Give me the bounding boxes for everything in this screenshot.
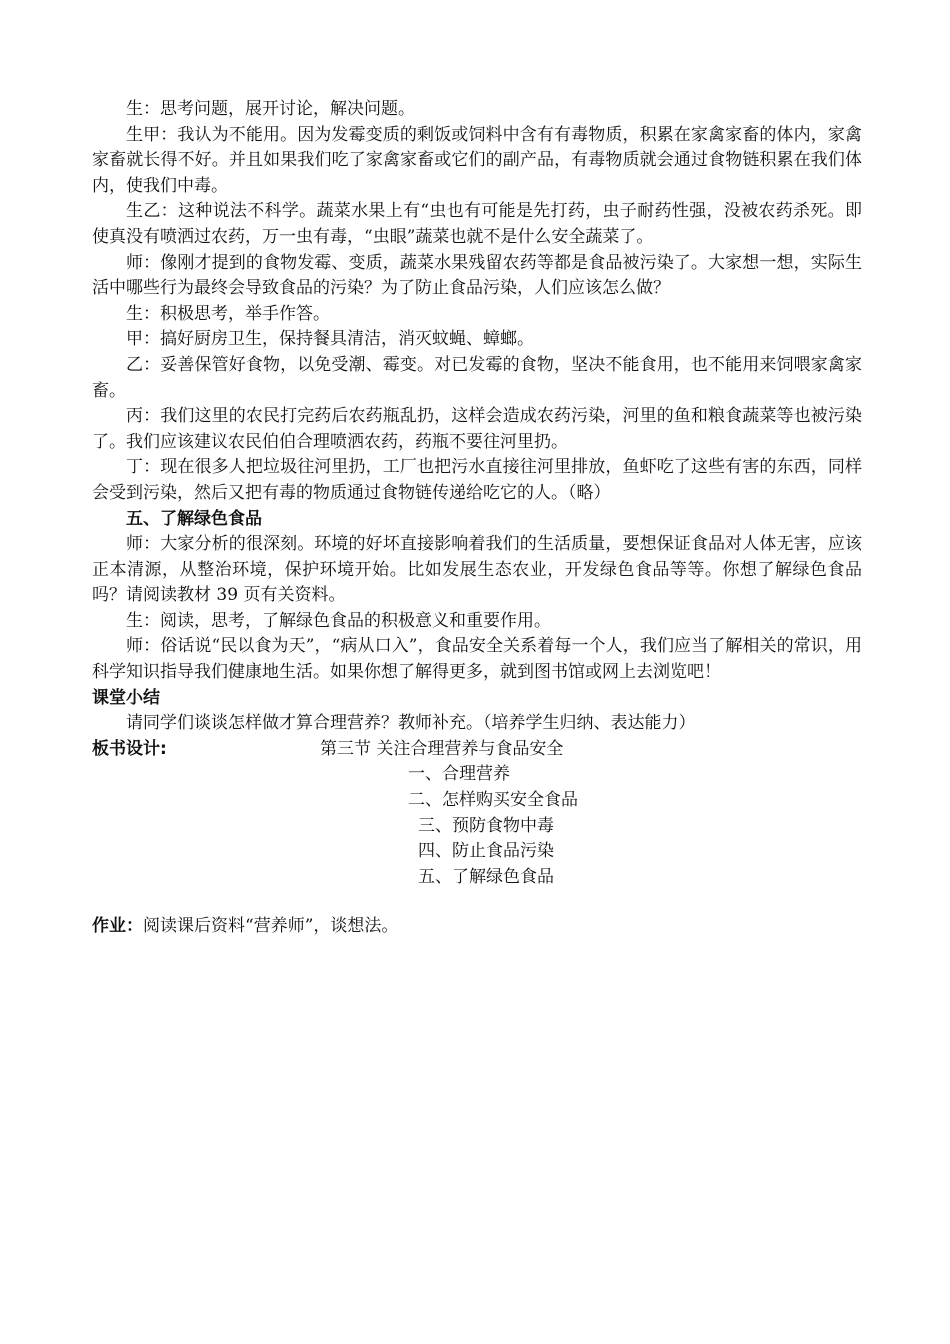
paragraph: 师：像刚才提到的食物发霉、变质，蔬菜水果残留农药等都是食品被污染了。大家想一想，实际生活中哪些行为最终会导致食品的污染？为了防止食品污染，人们应该怎么做？ — [92, 252, 862, 299]
board-item: 四、防止食品污染 — [418, 841, 554, 862]
paragraph: 生甲：我认为不能用。因为发霉变质的剩饭或饲料中含有有毒物质，积累在家禽家畜的体内，家禽家畜就长得不好。并且如果我们吃了家禽家畜或它们的副产品，有毒物质就会通过食物链积累在我们体内，使我们中毒。 — [92, 124, 862, 196]
document-page — [92, 97, 862, 940]
board-design-label: 板书设计: — [92, 738, 167, 759]
paragraph: 生：思考问题，展开讨论，解决问题。 — [126, 99, 415, 119]
paragraph: 生乙：这种说法不科学。蔬菜水果上有“虫也有可能是先打药，虫子耐药性强，没被农药杀死。即使真没有喷洒过农药，万一虫有毒，“虫眼”蔬菜也就不是什么安全蔬菜了。 — [92, 201, 862, 247]
paragraph: 师：俗话说“民以食为天”，“病从口入”，食品安全关系着每一个人，我们应当了解相关的常识，用科学知识指导我们健康地生活。如果你想了解得更多，就到图书馆或网上去浏览吧！ — [92, 636, 862, 683]
summary-heading: 课堂小结 — [92, 687, 160, 708]
paragraph: 丙：我们这里的农民打完药后农药瓶乱扔，这样会造成农药污染，河里的鱼和粮食蔬菜等也被污染了。我们应该建议农民伯伯合理喷洒农药，药瓶不要往河里扔。 — [92, 406, 862, 452]
board-item: 一、合理营养 — [408, 764, 510, 785]
summary-text: 请同学们谈谈怎样做才算合理营养？教师补充。（培养学生归纳、表达能力） — [126, 713, 696, 734]
homework-text: 阅读课后资料“营养师”，谈想法。 — [143, 916, 399, 937]
board-design-title: 第三节 关注合理营养与食品安全 — [320, 738, 564, 759]
homework-label: 作业： — [92, 916, 143, 937]
board-item: 五、了解绿色食品 — [418, 866, 554, 887]
board-design-row — [92, 737, 862, 763]
homework — [92, 914, 862, 940]
paragraph: 丁：现在很多人把垃圾往河里扔，工厂也把污水直接往河里排放，鱼虾吃了这些有害的东西，同样会受到污染，然后又把有毒的物质通过食物链传递给吃它的人。（略） — [92, 457, 862, 503]
section-heading: 五、了解绿色食品 — [126, 508, 262, 529]
board-item: 三、预防食物中毒 — [418, 815, 554, 836]
paragraph: 生：阅读，思考，了解绿色食品的积极意义和重要作用。 — [126, 610, 551, 631]
board-item: 二、怎样购买安全食品 — [408, 790, 578, 811]
paragraph: 甲：搞好厨房卫生，保持餐具清洁，消灭蚊蝇、蟑螂。 — [126, 329, 534, 350]
paragraph: 师：大家分析的很深刻。环境的好坏直接影响着我们的生活质量，要想保证食品对人体无害，应该正本清源，从整治环境，保护环境开始。比如发展生态农业，开发绿色食品等等。你想了解绿色食品吗？请阅读教材 39 页有关资料。 — [92, 534, 862, 606]
paragraph: 乙：妥善保管好食物，以免受潮、霉变。对已发霉的食物，坚决不能食用，也不能用来饲喂家禽家畜。 — [92, 354, 862, 401]
paragraph: 生：积极思考，举手作答。 — [126, 303, 330, 324]
